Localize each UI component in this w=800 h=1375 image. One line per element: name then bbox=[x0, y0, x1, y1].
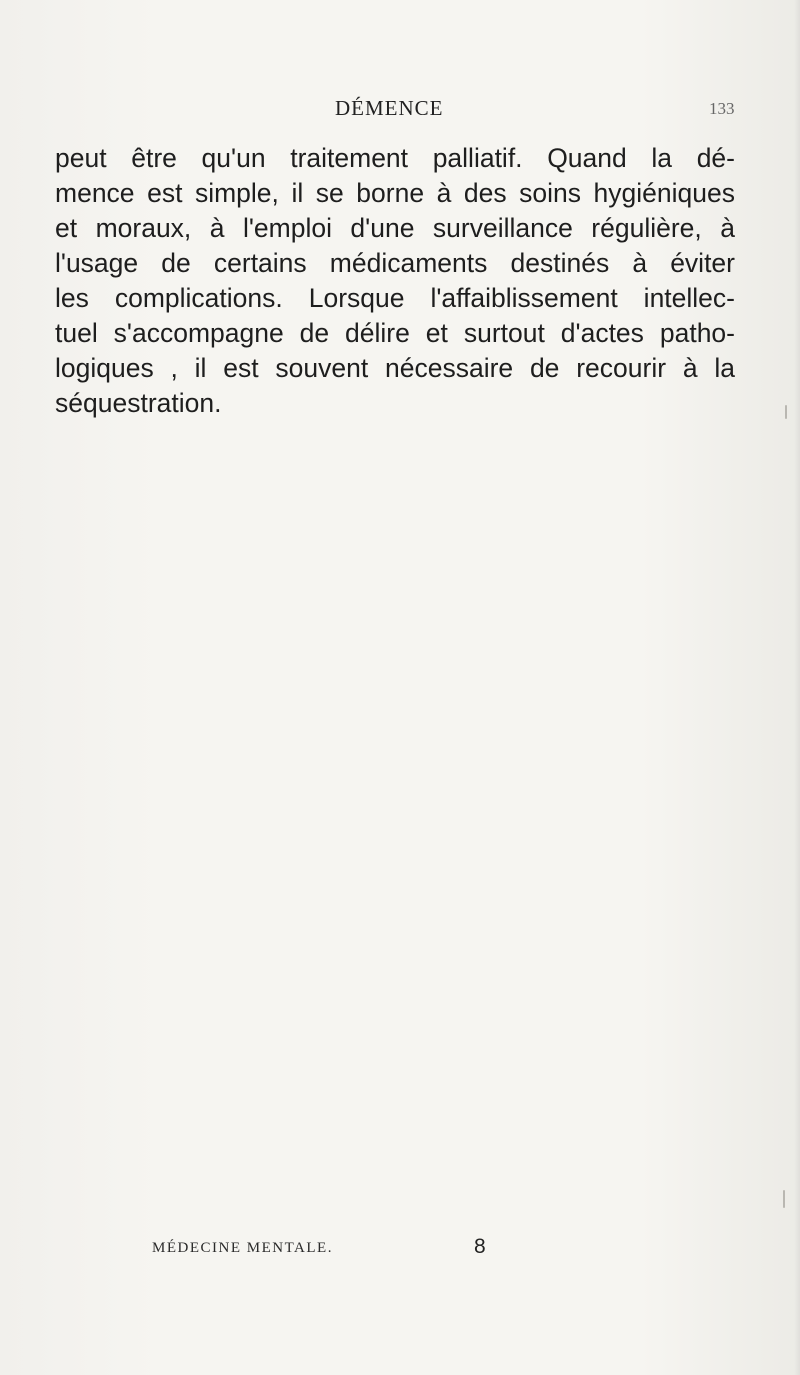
signature-mark: MÉDECINE MENTALE. bbox=[152, 1240, 333, 1256]
paper-speck bbox=[785, 405, 787, 419]
text-line: logiques , il est souvent nécessaire de recourir à la bbox=[55, 353, 735, 383]
signature-number: 8 bbox=[474, 1235, 486, 1258]
text-line: l'usage de certains médicaments destinés à éviter bbox=[55, 248, 735, 278]
page-edge-shadow bbox=[794, 0, 800, 1375]
text-line: tuel s'accompagne de délire et surtout d'actes patho- bbox=[55, 318, 735, 348]
page-number: 133 bbox=[709, 99, 735, 118]
text-line: les complications. Lorsque l'affaiblissement intellec- bbox=[55, 283, 735, 313]
running-title: DÉMENCE bbox=[335, 96, 444, 120]
text-line: peut être qu'un traitement palliatif. Quand la dé- bbox=[55, 143, 735, 173]
text-line: mence est simple, il se borne à des soins hygiéniques bbox=[55, 178, 735, 208]
paper-speck bbox=[783, 1190, 785, 1208]
text-line: et moraux, à l'emploi d'une surveillance régulière, à bbox=[55, 213, 735, 243]
text-line: séquestration. bbox=[55, 388, 222, 418]
body-paragraph bbox=[55, 141, 735, 421]
